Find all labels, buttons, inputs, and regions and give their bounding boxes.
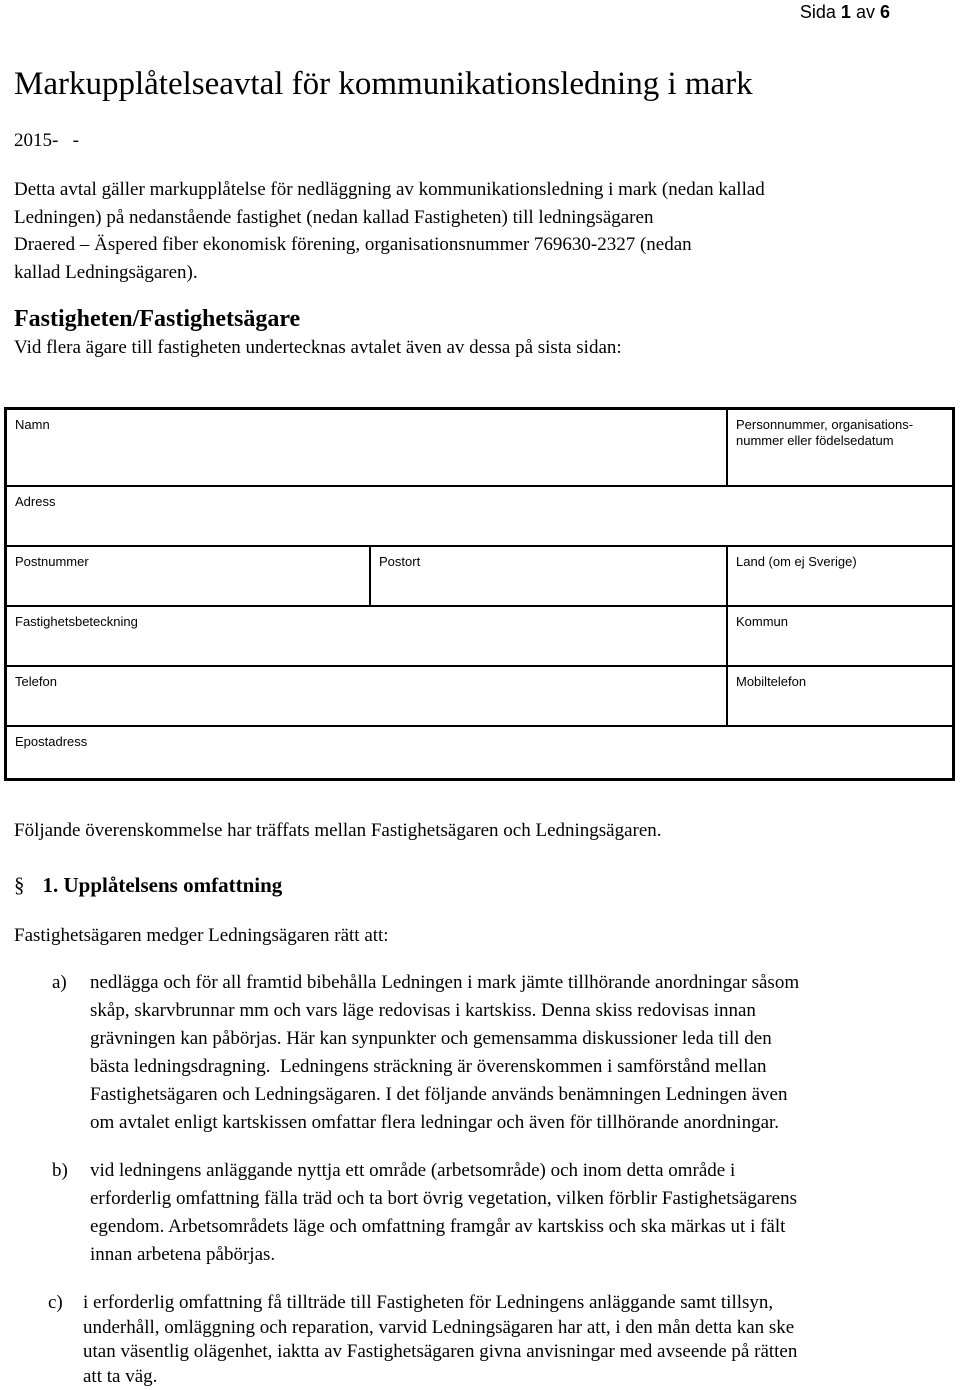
email-label: Epostadress: [15, 734, 88, 749]
mobile-field[interactable]: [726, 667, 952, 727]
municipality-label: Kommun: [736, 614, 789, 629]
page-number: [800, 2, 890, 23]
municipality-field[interactable]: [726, 607, 952, 667]
owner-section-subtitle: Vid flera ägare till fastigheten undertecknas avtalet även av dessa på sista sidan:: [14, 337, 622, 358]
table-row: [7, 485, 952, 547]
clause-text: [90, 1157, 797, 1269]
city-label: Postort: [379, 554, 421, 569]
clause-text: [83, 1291, 797, 1389]
page-label: Sida: [799, 2, 836, 22]
table-row: [7, 665, 952, 727]
country-label: Land (om ej Sverige): [736, 554, 857, 569]
clause-b: [52, 1157, 797, 1269]
clause-line: innan arbetena påbörjas.: [90, 1244, 276, 1265]
id-number-field[interactable]: [726, 410, 952, 485]
clause-text: [90, 969, 799, 1137]
clause-line: vid ledningens anläggande nyttja ett område (arbetsområde) och inom detta område i: [90, 1160, 736, 1181]
postal-code-label: Postnummer: [15, 554, 89, 569]
section-symbol: §: [14, 873, 25, 897]
clause-line: om avtalet enligt kartskissen omfattar flera ledningar och även för tillhörande anordningar.: [90, 1112, 780, 1133]
table-row: [7, 725, 952, 780]
city-field[interactable]: [369, 547, 726, 607]
clause-marker: c): [48, 1292, 63, 1313]
clause-a: [52, 969, 799, 1137]
clause-line: bästa ledningsdragning. Ledningens sträckning är överenskommen i samförstånd mellan: [90, 1056, 767, 1077]
address-label: Adress: [15, 494, 56, 509]
clause-marker: a): [52, 972, 67, 993]
clause-line: skåp, skarvbrunnar mm och vars läge redovisas i kartskiss. Denna skiss redovisas innan: [90, 1000, 756, 1021]
owner-info-table: [4, 407, 955, 781]
document-title: Markupplåtelseavtal för kommunikationsledning i mark: [14, 66, 753, 102]
property-designation-label: Fastighetsbeteckning: [15, 614, 138, 629]
clause-line: underhåll, omläggning och reparation, varvid Ledningsägaren har att, i den mån detta kan ske: [83, 1316, 795, 1338]
clause-line: grävningen kan påbörjas. Här kan synpunkter och gemensamma diskussioner leda till den: [90, 1028, 772, 1049]
grant-statement: Fastighetsägaren medger Ledningsägaren rätt att:: [14, 925, 389, 946]
mobile-label: Mobiltelefon: [736, 674, 807, 689]
table-row: [7, 605, 952, 667]
clause-c: [48, 1291, 797, 1389]
intro-line: Ledningen) på nedanstående fastighet (nedan kallad Fastigheten) till ledningsägaren: [14, 206, 654, 228]
clause-line: Fastighetsägaren och Ledningsägaren. I det följande används benämningen Ledningen även: [90, 1084, 788, 1105]
id-number-label-line: Personnummer, organisations-: [736, 417, 914, 432]
intro-line: Draered – Äspered fiber ekonomisk förening, organisationsnummer 769630-2327 (nedan: [14, 234, 692, 255]
section-title: 1. Upplåtelsens omfattning: [42, 873, 283, 897]
intro-paragraph: [14, 176, 894, 286]
clause-line: egendom. Arbetsområdets läge och omfattning framgår av kartskiss och ska märkas ut i fält: [90, 1216, 786, 1237]
phone-field[interactable]: [7, 667, 726, 727]
agreement-statement: Följande överenskommelse har träffats mellan Fastighetsägaren och Ledningsägaren.: [14, 820, 662, 841]
clause-line: i erforderlig omfattning få tillträde till Fastigheten för Ledningens anläggande samt tillsyn,: [83, 1292, 774, 1313]
section-heading: [14, 873, 282, 898]
address-field[interactable]: [7, 487, 952, 547]
table-row: [7, 545, 952, 607]
clause-line: erforderlig omfattning fälla träd och ta bort övrig vegetation, vilken förblir Fastighetsägarens: [90, 1188, 797, 1209]
page-separator: av: [855, 2, 875, 22]
clause-marker: b): [52, 1160, 68, 1181]
intro-line: kallad Ledningsägaren).: [14, 261, 198, 283]
postal-code-field[interactable]: [7, 547, 369, 607]
clause-line: nedlägga och för all framtid bibehålla Ledningen i mark jämte tillhörande anordningar såsom: [90, 972, 800, 993]
date-line: 2015- -: [14, 130, 79, 151]
name-label: Namn: [15, 417, 50, 432]
intro-line: Detta avtal gäller markupplåtelse för nedläggning av kommunikationsledning i mark (nedan kallad: [14, 179, 765, 200]
id-number-label: [736, 417, 913, 449]
page-current: 1: [840, 2, 851, 22]
page-total: 6: [879, 2, 890, 22]
id-number-label-line: nummer eller födelsedatum: [736, 433, 894, 448]
property-designation-field[interactable]: [7, 607, 726, 667]
phone-label: Telefon: [15, 674, 57, 689]
clause-line: utan väsentlig olägenhet, iaktta av Fastighetsägaren givna anvisningar med avseende på rätten: [83, 1341, 798, 1362]
owner-section-heading: Fastigheten/Fastighetsägare: [14, 306, 301, 332]
name-field[interactable]: [7, 410, 726, 485]
table-row: [7, 410, 952, 485]
clause-line: att ta väg.: [83, 1365, 158, 1387]
country-field[interactable]: [726, 547, 952, 607]
email-field[interactable]: [7, 727, 952, 780]
